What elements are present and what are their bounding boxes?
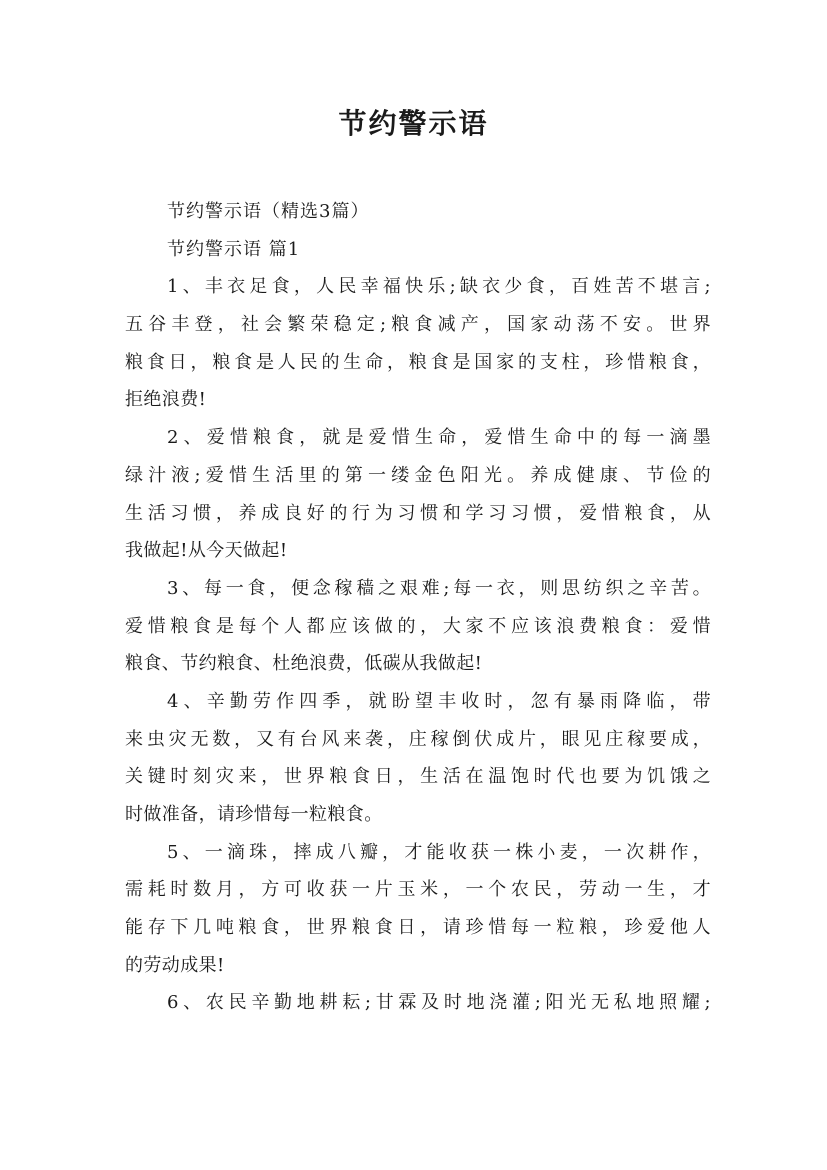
paragraph-line: 我做起!从今天做起!	[125, 540, 288, 562]
paragraph-line: 爱惜粮食是每个人都应该做的，大家不应该浪费粮食：爱惜	[125, 615, 711, 637]
paragraph-line: 需耗时数月，方可收获一片玉米，一个农民，劳动一生，才	[125, 879, 711, 901]
document-title: 节约警示语	[338, 107, 489, 140]
paragraph-line: 拒绝浪费!	[125, 389, 207, 411]
paragraph-line: 五谷丰登，社会繁荣稳定;粮食减产，国家动荡不安。世界	[125, 314, 711, 336]
paragraph-line: 的劳动成果!	[125, 954, 225, 976]
paragraph-line: 时做准备，请珍惜每一粒粮食。	[125, 804, 383, 825]
document-subtitle: 节约警示语（精选3篇）	[167, 201, 370, 222]
paragraph-line: 来虫灾无数，又有台风来袭，庄稼倒伏成片，眼见庄稼要成，	[125, 728, 711, 750]
paragraph-line: 6、农民辛勤地耕耘;甘霖及时地浇灌;阳光无私地照耀;	[167, 992, 711, 1014]
paragraph-2	[125, 419, 711, 570]
paragraph-line: 粮食日，粮食是人民的生命，粮食是国家的支柱，珍惜粮食，	[125, 351, 711, 373]
paragraph-line: 绿汁液;爱惜生活里的第一缕金色阳光。养成健康、节俭的	[125, 464, 711, 486]
paragraph-line: 5、一滴珠，摔成八瓣，才能收获一株小麦，一次耕作，	[167, 841, 711, 863]
paragraph-line: 2、爱惜粮食，就是爱惜生命，爱惜生命中的每一滴墨	[167, 427, 711, 449]
paragraph-line: 1、丰衣足食，人民幸福快乐;缺衣少食，百姓苦不堪言;	[167, 276, 711, 298]
paragraph-1	[125, 268, 711, 419]
paragraph-3	[125, 570, 711, 683]
paragraph-5	[125, 834, 711, 985]
paragraph-line: 粮食、节约粮食、杜绝浪费，低碳从我做起!	[125, 653, 483, 675]
paragraph-line: 能存下几吨粮食，世界粮食日，请珍惜每一粒粮，珍爱他人	[125, 917, 711, 939]
paragraph-line: 3、每一食，便念稼穑之艰难;每一衣，则思纺织之辛苦。	[167, 577, 711, 599]
paragraph-line: 4、辛勤劳作四季，就盼望丰收时，忽有暴雨降临，带	[167, 690, 711, 712]
paragraph-4	[125, 683, 711, 834]
paragraph-line: 关键时刻灾来，世界粮食日，生活在温饱时代也要为饥饿之	[125, 766, 711, 788]
paragraph-6	[125, 984, 711, 1022]
document-body	[125, 193, 711, 1022]
section-heading: 节约警示语 篇1	[167, 238, 301, 260]
paragraph-line: 生活习惯，养成良好的行为习惯和学习习惯，爱惜粮食，从	[125, 502, 711, 524]
